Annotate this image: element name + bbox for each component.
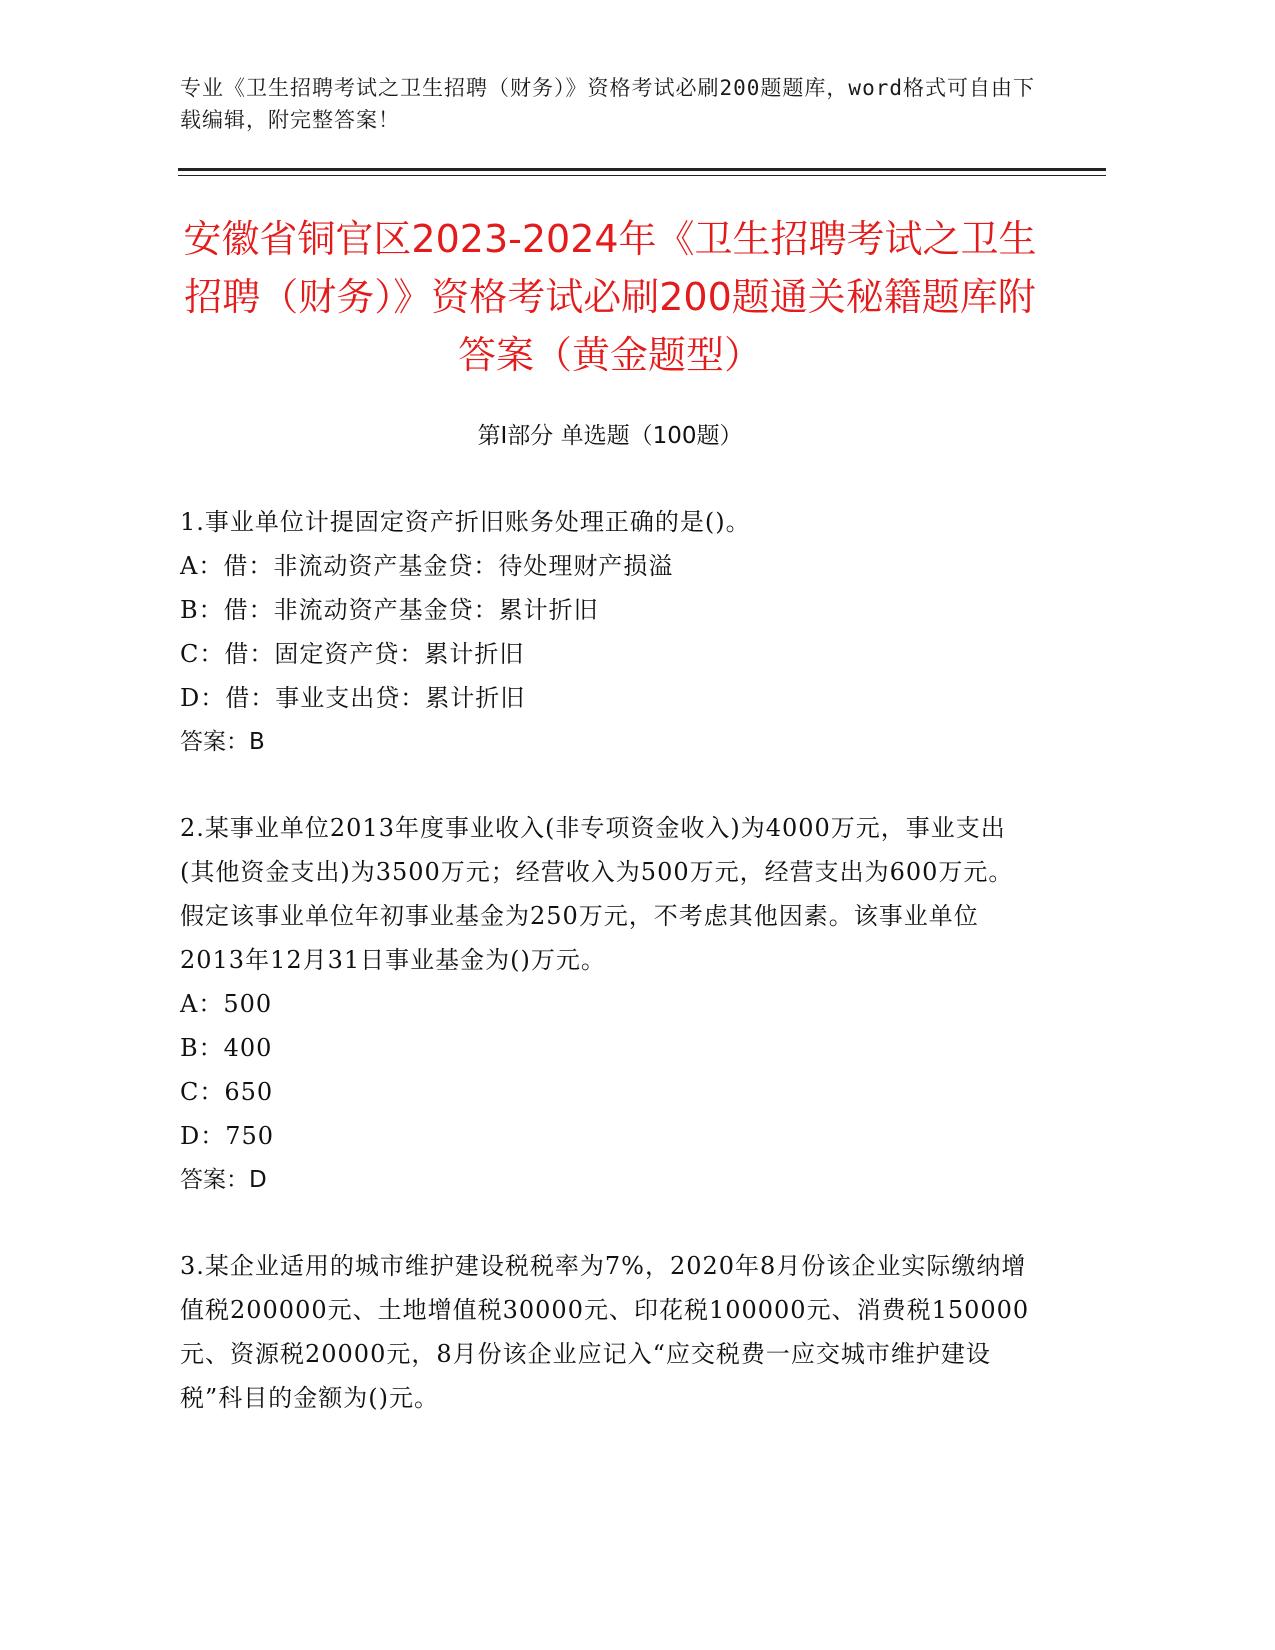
option-d: D：借：事业支出贷：累计折旧 xyxy=(180,684,526,712)
question-list xyxy=(180,500,1030,1462)
header-divider-thin xyxy=(178,175,1106,176)
question-3 xyxy=(180,1244,1030,1420)
option-c: C：650 xyxy=(180,1078,274,1106)
option-a: A：借：非流动资产基金贷：待处理财产损溢 xyxy=(180,552,674,580)
option-d: D：750 xyxy=(180,1122,275,1150)
option-a: A：500 xyxy=(180,990,273,1018)
option-b: B：400 xyxy=(180,1034,273,1062)
answer: 答案：B xyxy=(180,729,265,755)
question-stem: 2.某事业单位2013年度事业收入(非专项资金收入)为4000万元，事业支出(其他资金支出)为3500万元；经营收入为500万元，经营支出为600万元。假定该事业单位年初事业基金为250万元，不考虑其他因素。该事业单位2013年12月31日事业基金为()万元。 xyxy=(180,814,1014,974)
question-2 xyxy=(180,806,1030,1202)
header-divider-thick xyxy=(178,168,1106,171)
answer: 答案：D xyxy=(180,1167,267,1193)
document-title: 安徽省铜官区2023-2024年《卫生招聘考试之卫生招聘（财务）》资格考试必刷200题通关秘籍题库附答案（黄金题型） xyxy=(183,217,1037,377)
header-note: 专业《卫生招聘考试之卫生招聘（财务）》资格考试必刷200题题库，word格式可自由下载编辑，附完整答案！ xyxy=(180,76,1035,132)
option-b: B：借：非流动资产基金贷：累计折旧 xyxy=(180,596,599,624)
question-stem: 1.事业单位计提固定资产折旧账务处理正确的是()。 xyxy=(180,508,751,536)
question-stem: 3.某企业适用的城市维护建设税税率为7%，2020年8月份该企业实际缴纳增值税200000元、土地增值税30000元、印花税100000元、消费税150000元、资源税20000元，8月份该企业应记入“应交税费一应交城市维护建设税”科目的金额为()元。 xyxy=(180,1252,1030,1412)
section-heading: 第Ⅰ部分 单选题（100题） xyxy=(477,423,743,449)
option-c: C：借：固定资产贷：累计折旧 xyxy=(180,640,525,668)
question-1 xyxy=(180,500,1030,764)
